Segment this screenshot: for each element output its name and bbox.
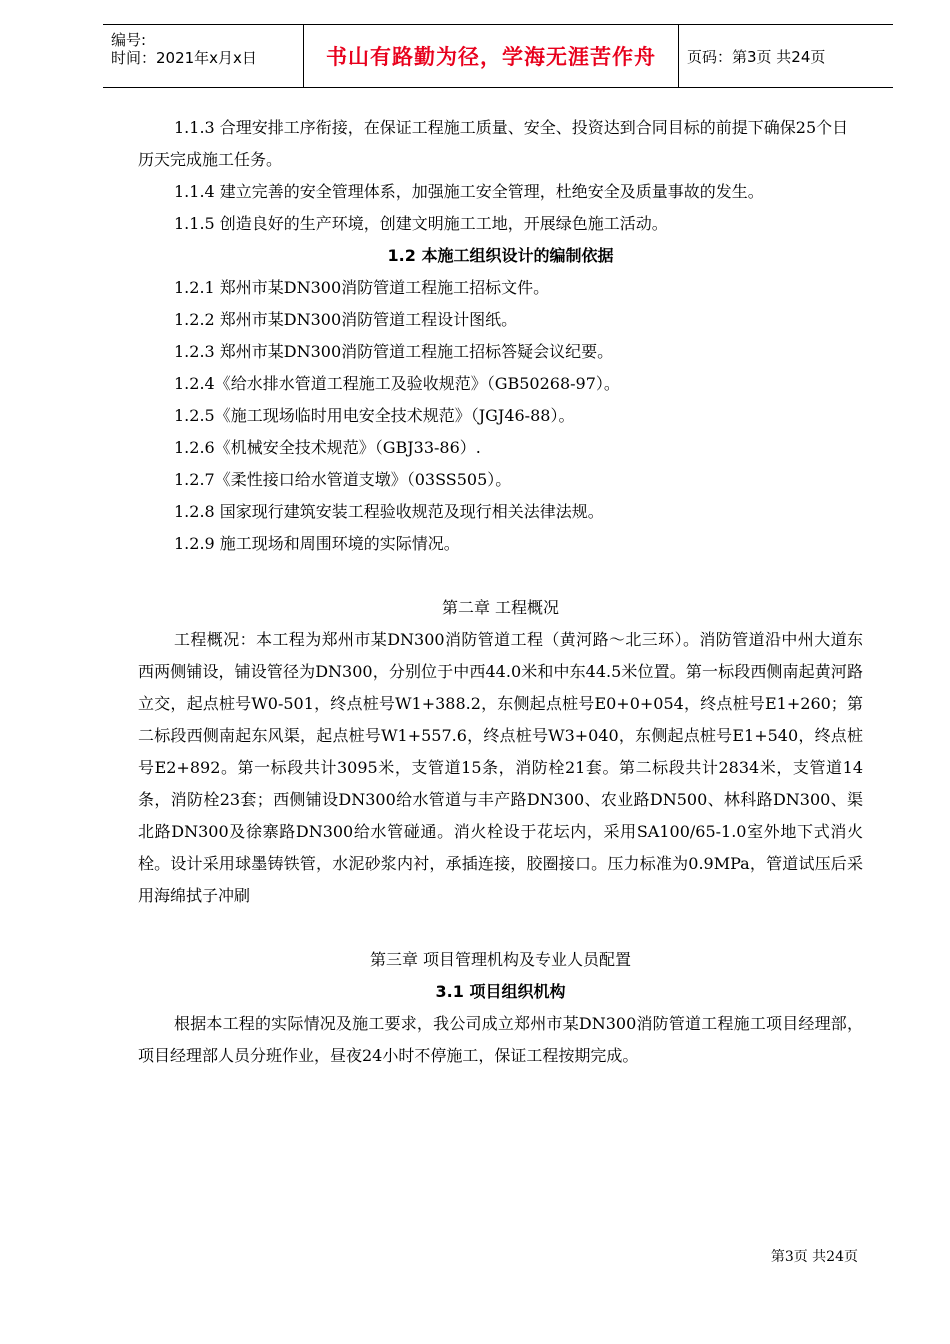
section-heading-1-2: 1.2 本施工组织设计的编制依据 (387, 246, 614, 265)
chapter-3-heading: 第三章 项目管理机构及专业人员配置 (369, 950, 632, 969)
chapter-2-heading: 第二章 工程概况 (441, 598, 560, 617)
time-label: 时间：2021年x月x日 (111, 49, 257, 67)
section-3-1-body: 根据本工程的实际情况及施工要求，我公司成立郑州市某DN300消防管道工程施工项目经理部，项目经理部人员分班作业，昼夜24小时不停施工，保证工程按期完成。 (138, 1014, 863, 1065)
item-1-2-7: 1.2.7《柔性接口给水管道支墩》（03SS505）。 (174, 470, 512, 489)
chapter-2-body: 工程概况：本工程为郑州市某DN300消防管道工程（黄河路～北三环）。消防管道沿中州大道东西两侧铺设，铺设管径为DN300，分别位于中西44.0米和中东44.5米位置。第一标段西侧南起黄河路立交，起点桩号W0-501，终点桩号W1+388.2，东侧起点桩号E0+0+054，终点桩号E1+260；第二标段西侧南起东风渠，起点桩号W1+557.6，终点桩号W3+040，东侧起点桩号E1+540，终点桩号E2+892。第一标段共计3095米，支管道15条，消防栓21套。第二标段共计2834米，支管道14条，消防栓23套；西侧铺设DN300给水管道与丰产路DN300、农业路DN500、林科路DN300、渠北路DN300及徐寨路DN300给水管碰通。消火栓设于花坛内，采用SA100/65-1.0室外地下式消火栓。设计采用球墨铸铁管，水泥砂浆内衬，承插连接，胶圈接口。压力标准为0.9MPa，管道试压后采用海绵拭子冲刷 (138, 630, 863, 905)
item-1-2-9: 1.2.9 施工现场和周围环境的实际情况。 (174, 534, 460, 553)
item-1-2-8: 1.2.8 国家现行建筑安装工程验收规范及现行相关法律法规。 (174, 502, 604, 521)
page-footer: 第3页 共24页 (770, 1249, 858, 1265)
number-label: 编号: (111, 31, 147, 49)
item-1-1-5: 1.1.5 创造良好的生产环境，创建文明施工工地，开展绿色施工活动。 (174, 214, 668, 233)
item-1-1-3: 1.1.3 合理安排工序衔接，在保证工程施工质量、安全、投资达到合同目标的前提下确保25个日历天完成施工任务。 (138, 118, 849, 169)
item-1-2-5: 1.2.5《施工现场临时用电安全技术规范》（JGJ46-88）。 (174, 406, 575, 425)
spacer (138, 912, 863, 944)
item-1-2-4: 1.2.4《给水排水管道工程施工及验收规范》（GB50268-97）。 (174, 374, 620, 393)
item-1-2-1: 1.2.1 郑州市某DN300消防管道工程施工招标文件。 (174, 278, 550, 297)
item-1-2-2: 1.2.2 郑州市某DN300消防管道工程设计图纸。 (174, 310, 518, 329)
spacer (138, 560, 863, 592)
header-motto-cell (304, 25, 679, 87)
document-body (138, 112, 863, 1072)
header-page-label: 页码：第3页 共24页 (687, 47, 826, 66)
item-1-1-4: 1.1.4 建立完善的安全管理体系，加强施工安全管理，杜绝安全及质量事故的发生。 (174, 182, 764, 201)
section-heading-3-1: 3.1 项目组织机构 (435, 982, 566, 1001)
item-1-2-3: 1.2.3 郑州市某DN300消防管道工程施工招标答疑会议纪要。 (174, 342, 614, 361)
page-header (103, 24, 893, 88)
item-1-2-6: 1.2.6《机械安全技术规范》（GBJ33-86）. (174, 438, 481, 457)
header-meta (103, 25, 304, 87)
header-motto: 书山有路勤为径，学海无涯苦作舟 (326, 45, 656, 69)
